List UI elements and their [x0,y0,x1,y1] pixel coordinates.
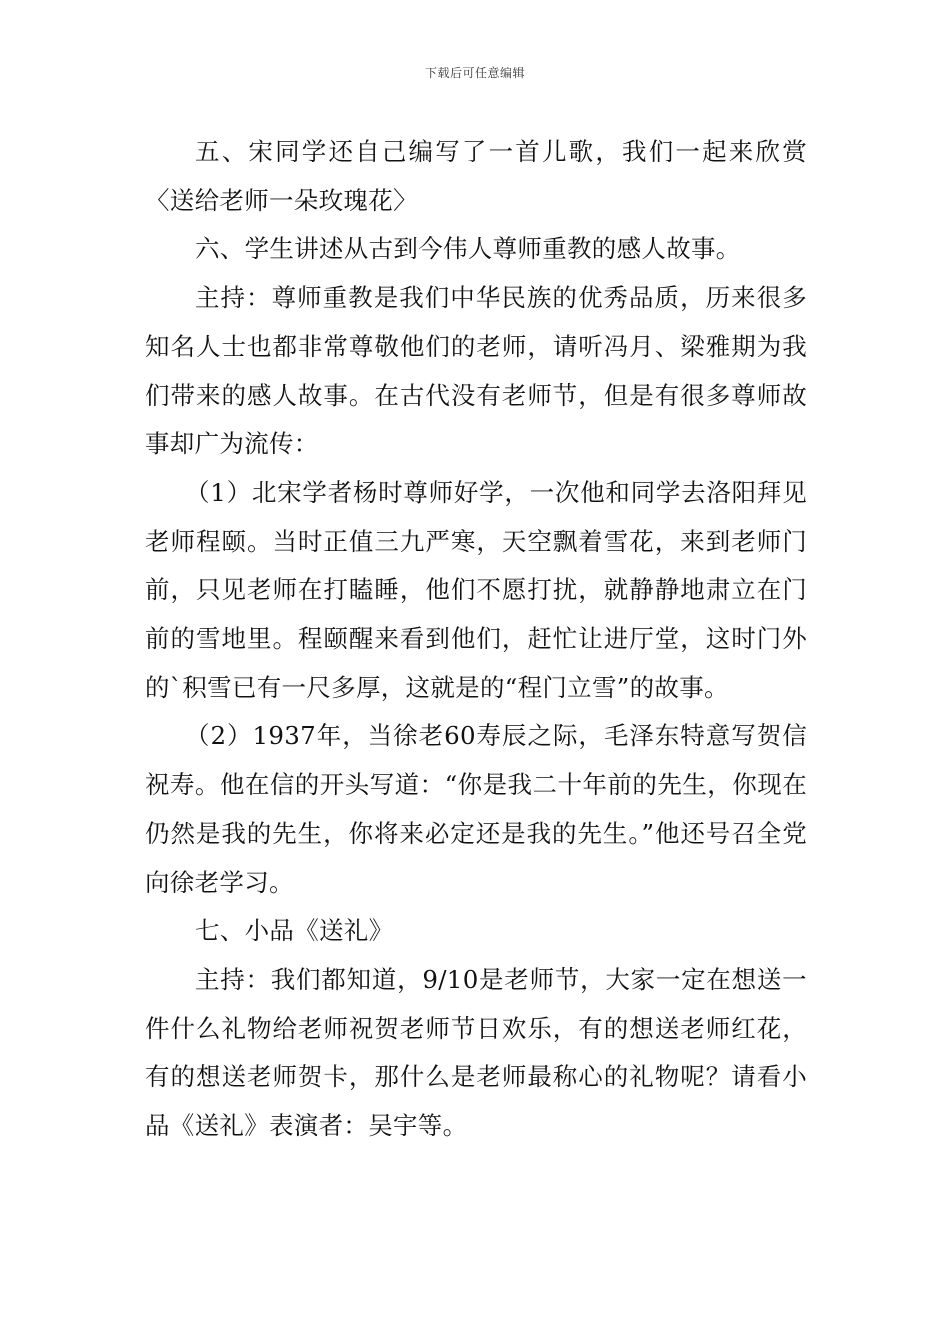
paragraph-host-intro: 主持：尊师重教是我们中华民族的优秀品质，历来很多知名人士也都非常尊敬他们的老师，请听冯月、梁雅期为我们带来的感人故事。在古代没有老师节，但是有很多尊师故事却广为流传： [145,283,807,459]
paragraph-section-seven: 七、小品《送礼》 [195,916,394,946]
paragraph-story-one: （1）北宋学者杨时尊师好学，一次他和同学去洛阳拜见老师程颐。当时正值三九严寒，天空飘着雪花，来到老师门前，只见老师在打瞌睡，他们不愿打扰，就静静地肃立在门前的雪地里。程颐醒来看到他们，赶忙让进厅堂，这时门外的`积雪已有一尺多厚，这就是的“程门立雪”的故事。 [145,477,807,702]
document-body [145,128,807,1151]
paragraph-story-two: （2）1937年，当徐老60寿辰之际，毛泽东特意写贺信祝寿。他在信的开头写道：“你是我二十年前的先生，你现在仍然是我的先生，你将来必定还是我的先生。”他还号召全党向徐老学习。 [145,721,807,897]
paragraph-section-six: 六、学生讲述从古到今伟人尊师重教的感人故事。 [195,234,741,264]
paragraph-section-five: 五、宋同学还自己编写了一首儿歌，我们一起来欣赏〈送给老师一朵玫瑰花〉 [145,137,807,215]
page-header-note: 下载后可任意编辑 [424,66,525,80]
paragraph-host-skit: 主持：我们都知道，9/10是老师节，大家一定在想送一件什么礼物给老师祝贺老师节日欢乐，有的想送老师红花，有的想送老师贺卡，那什么是老师最称心的礼物呢？请看小品《送礼》表演者：吴宇等。 [145,964,807,1141]
